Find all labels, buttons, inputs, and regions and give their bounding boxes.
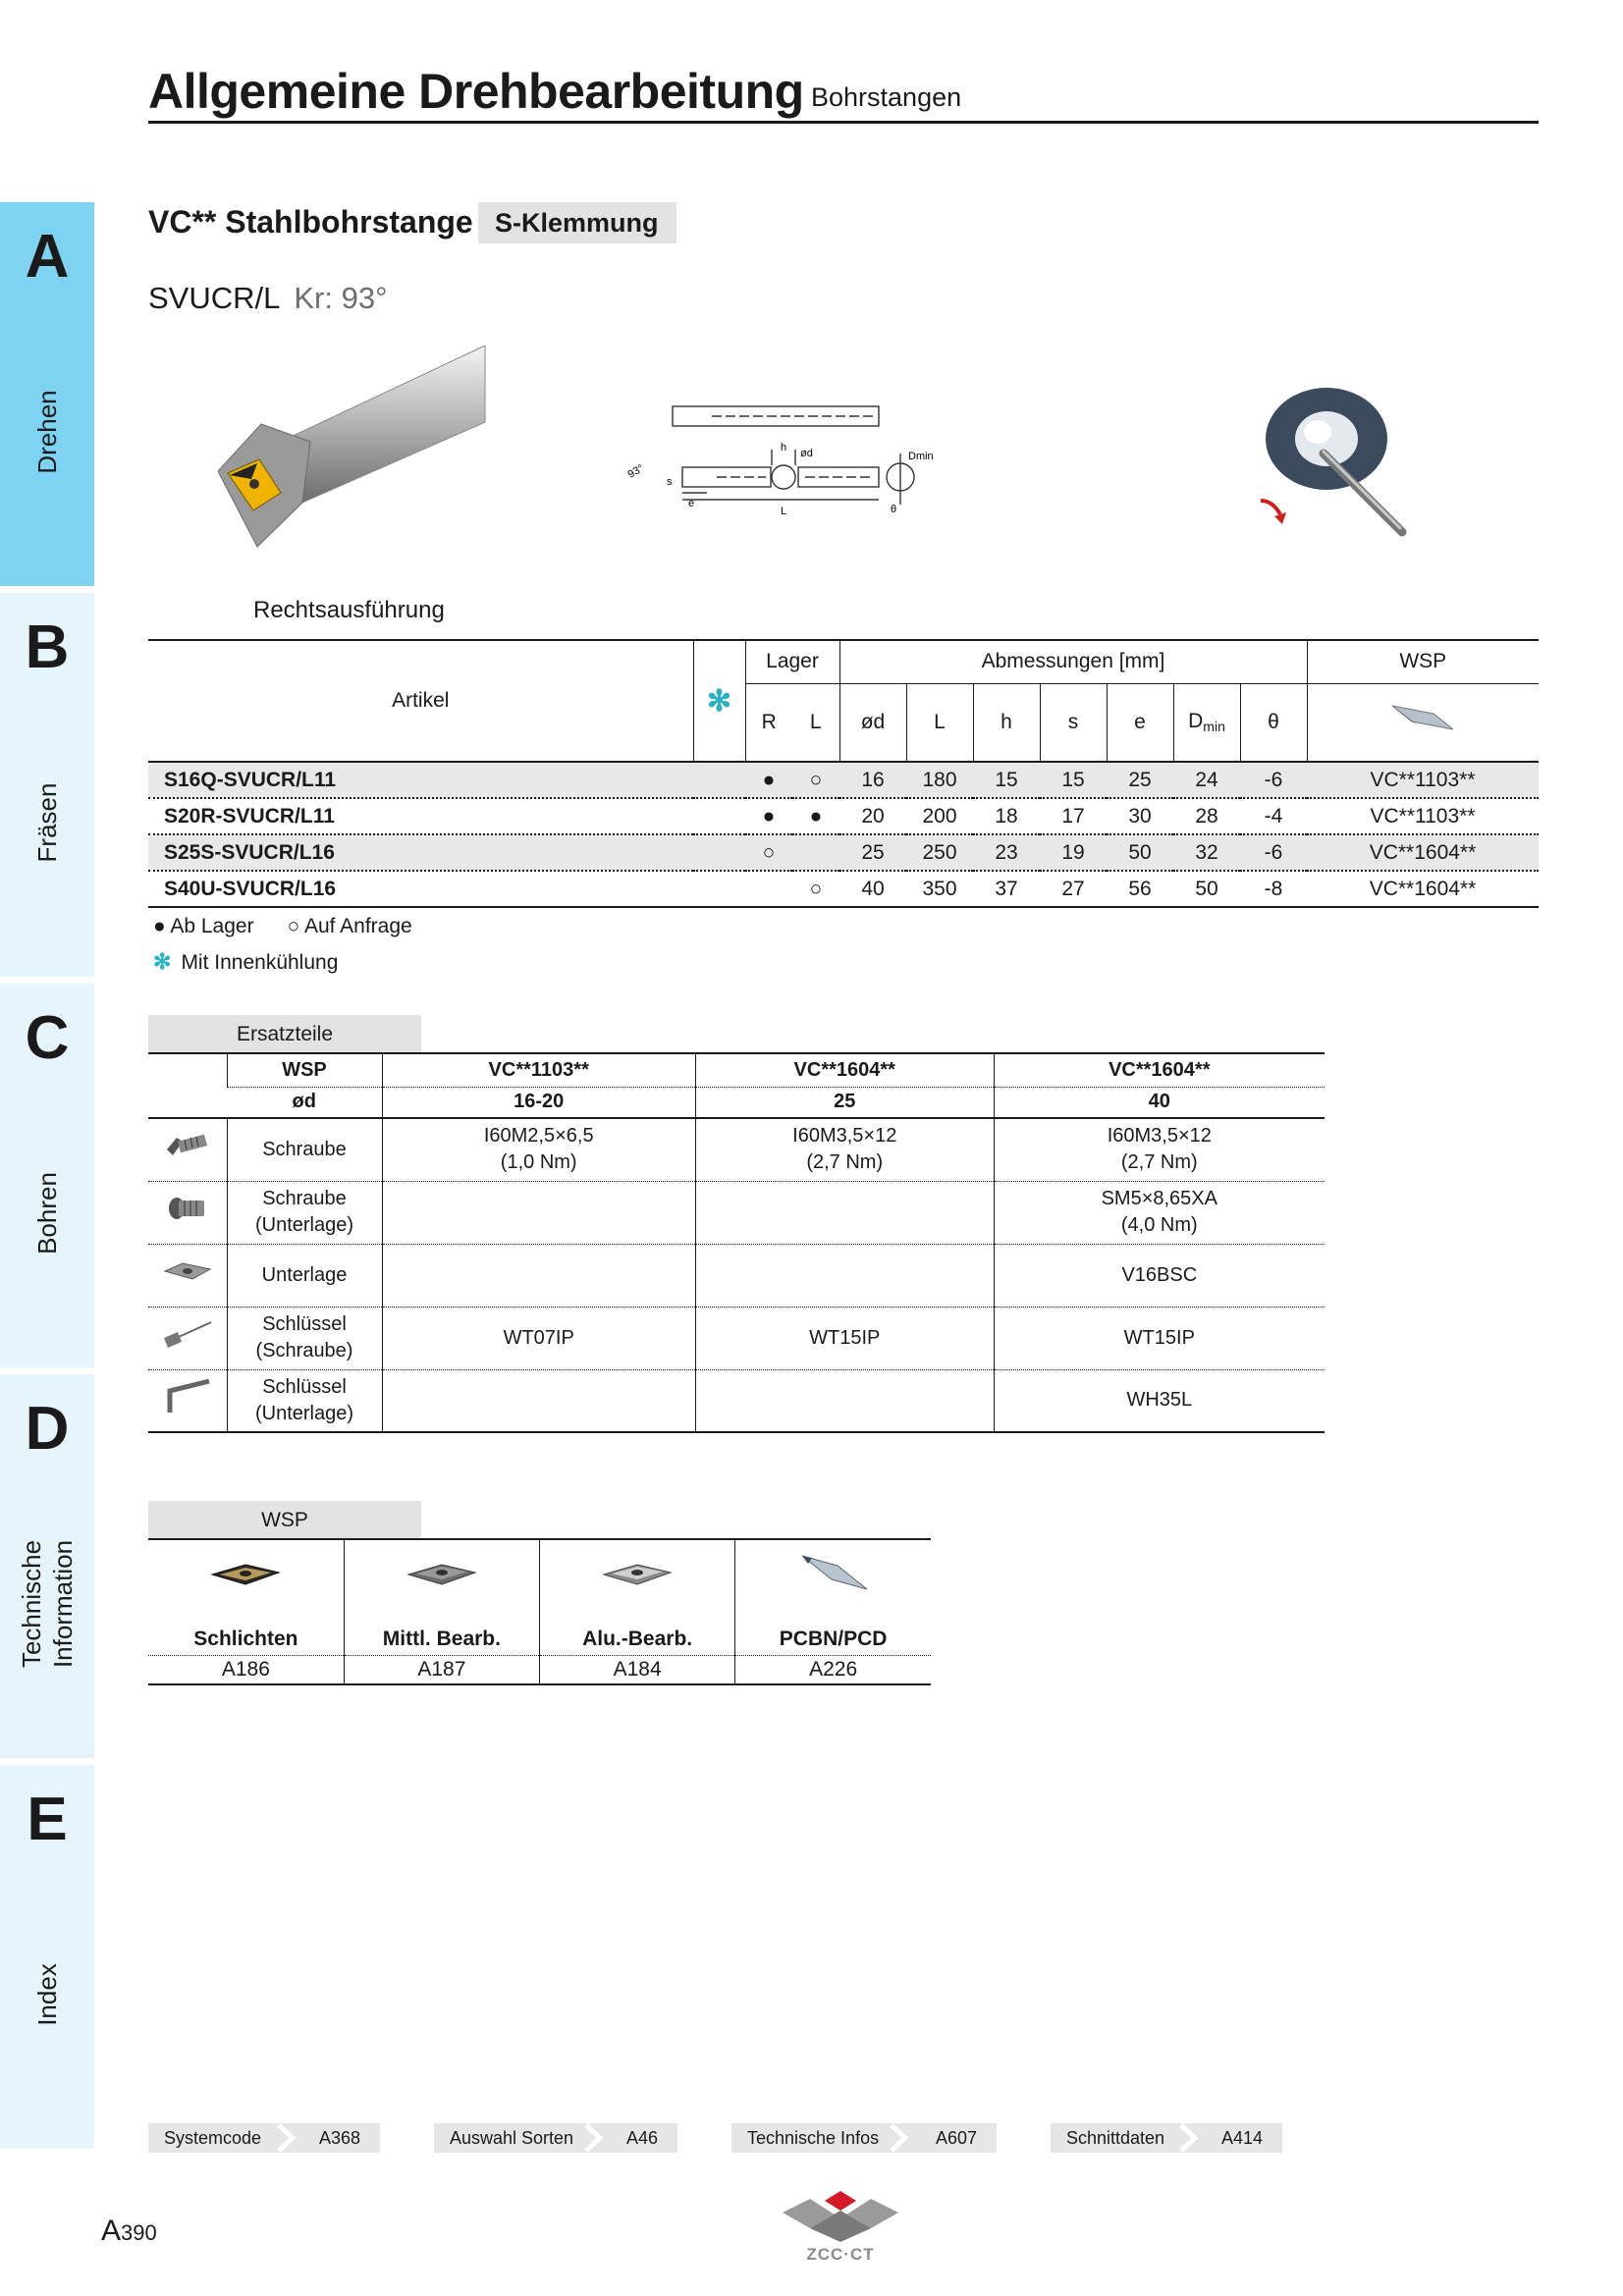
section-title: VC** Stahlbohrstange: [148, 204, 473, 240]
cell-r: [745, 871, 792, 907]
cell-od: 16: [839, 762, 906, 798]
aluminium-insert-icon: [540, 1539, 735, 1614]
insert-icon: [1388, 700, 1457, 739]
page-subtitle: Bohrstangen: [811, 82, 962, 112]
cell-article: S25S-SVUCR/L16: [148, 834, 693, 871]
drawing-label-e: e: [688, 498, 695, 509]
cell-s: 17: [1040, 798, 1107, 834]
insert-page-ref[interactable]: A186: [148, 1655, 344, 1684]
nav-label: Systemcode: [164, 2128, 262, 2148]
cell-theta: -6: [1240, 834, 1307, 871]
header-coolant: [693, 640, 745, 762]
cell-e: 56: [1107, 871, 1173, 907]
cell-h: 18: [973, 798, 1040, 834]
cell-s: 27: [1040, 871, 1107, 907]
nav-label: Technische Infos: [747, 2128, 880, 2148]
logo-text: ZCC·CT: [806, 2245, 875, 2264]
part-value: SM5×8,65XA (4,0 Nm): [994, 1181, 1325, 1244]
parts-header-od: ød: [227, 1087, 382, 1118]
page-number: [101, 2215, 157, 2248]
screw-icon: [148, 1118, 227, 1181]
cell-article: S20R-SVUCR/L11: [148, 798, 693, 834]
cell-h: 37: [973, 871, 1040, 907]
side-tab-letter: C: [25, 1004, 70, 1072]
cell-h: 23: [973, 834, 1040, 871]
side-tab-letter: A: [25, 223, 70, 291]
cell-wsp: VC**1103**: [1307, 762, 1539, 798]
drawing-label-angle: 93°: [625, 462, 646, 481]
cell-length: 350: [906, 871, 973, 907]
side-tab-label-line2: Information: [48, 1539, 78, 1669]
cell-s: 19: [1040, 834, 1107, 871]
cell-length: 250: [906, 834, 973, 871]
cell-coolant: [693, 798, 745, 834]
drawing-label-dmin: Dmin: [908, 451, 934, 462]
shim-screw-icon: [148, 1181, 227, 1244]
header-wsp-icon: [1307, 683, 1539, 762]
insert-page-ref[interactable]: A226: [735, 1655, 931, 1684]
insert-page-ref[interactable]: A187: [344, 1655, 539, 1684]
parts-header-wsp: WSP: [227, 1053, 382, 1087]
cell-e: 30: [1107, 798, 1173, 834]
part-value: I60M2,5×6,5 (1,0 Nm): [382, 1118, 695, 1181]
cell-length: 200: [906, 798, 973, 834]
page-num: 390: [121, 2220, 157, 2245]
cell-theta: -8: [1240, 871, 1307, 907]
cell-wsp: VC**1604**: [1307, 871, 1539, 907]
cell-r: ●: [745, 798, 792, 834]
torx-key-icon: [148, 1307, 227, 1369]
cell-dmin: 28: [1173, 798, 1240, 834]
cell-r: ●: [745, 762, 792, 798]
chevron-right-icon: [889, 2123, 908, 2153]
parts-row-torx-key: [148, 1307, 1325, 1369]
cell-od: 25: [839, 834, 906, 871]
nav-label: Auswahl Sorten: [450, 2128, 574, 2148]
header-l: L: [809, 710, 822, 733]
side-tab-index[interactable]: [0, 1765, 94, 2149]
part-value: WT07IP: [382, 1307, 695, 1369]
nav-systemcode[interactable]: [148, 2123, 380, 2153]
parts-col-wsp: VC**1604**: [695, 1053, 994, 1087]
table-row[interactable]: [148, 762, 1539, 798]
chevron-right-icon: [276, 2123, 296, 2153]
side-tab-technische-information[interactable]: [0, 1374, 94, 1758]
table-row[interactable]: [148, 798, 1539, 834]
insert-name: PCBN/PCD: [735, 1614, 931, 1655]
cell-h: 15: [973, 762, 1040, 798]
nav-ref: A46: [625, 2128, 658, 2148]
boring-operation-image: [1253, 385, 1420, 542]
side-tab-label: Drehen: [32, 390, 62, 474]
cell-e: 25: [1107, 762, 1173, 798]
drawing-label-length: L: [781, 506, 787, 517]
part-value: [382, 1244, 695, 1307]
part-value: WT15IP: [695, 1307, 994, 1369]
cell-s: 15: [1040, 762, 1107, 798]
part-value: [695, 1369, 994, 1432]
nav-ref: A607: [935, 2128, 977, 2148]
cell-theta: -6: [1240, 762, 1307, 798]
cell-wsp: VC**1604**: [1307, 834, 1539, 871]
hex-key-icon: [148, 1369, 227, 1432]
side-tab-fraesen[interactable]: [0, 593, 94, 977]
side-tab-label-line1: Technische: [17, 1539, 46, 1669]
part-name: Schlüssel (Schraube): [227, 1307, 382, 1369]
cell-l: ●: [792, 798, 839, 834]
coolant-legend-icon: ✻: [153, 949, 172, 974]
parts-row-shim: [148, 1244, 1325, 1307]
drawing-label-od: ød: [800, 448, 813, 459]
coolant-legend: [153, 949, 338, 975]
spare-parts-table: [148, 1052, 1325, 1433]
insert-page-ref[interactable]: A184: [540, 1655, 735, 1684]
cell-dmin: 24: [1173, 762, 1240, 798]
side-tab-bohren[interactable]: [0, 984, 94, 1367]
parts-col-od: 40: [994, 1087, 1325, 1118]
header-lager: Lager: [745, 640, 839, 683]
coolant-icon: ✻: [706, 684, 732, 718]
model-line: [148, 281, 387, 316]
insert-name: Schlichten: [148, 1614, 344, 1655]
header-divider: [148, 121, 1539, 124]
insert-name: Mittl. Bearb.: [344, 1614, 539, 1655]
side-tab-letter: B: [25, 614, 70, 681]
side-tab-letter: E: [27, 1786, 68, 1853]
drawing-label-h: h: [781, 442, 787, 454]
parts-row-hex-key: [148, 1369, 1325, 1432]
variant-label: Rechtsausführung: [253, 597, 445, 623]
kr-angle: Kr: 93°: [294, 281, 388, 315]
cell-l: ○: [792, 871, 839, 907]
legend-in-stock: ● Ab Lager: [153, 915, 254, 937]
cell-coolant: [693, 834, 745, 871]
legend-on-request: ○ Auf Anfrage: [287, 915, 412, 937]
cell-theta: -4: [1240, 798, 1307, 834]
cell-od: 40: [839, 871, 906, 907]
chevron-right-icon: [583, 2123, 603, 2153]
pcbn-insert-icon: [735, 1539, 931, 1614]
finishing-insert-icon: [148, 1539, 344, 1614]
insert-name: Alu.-Bearb.: [540, 1614, 735, 1655]
side-tab-label: Fräsen: [32, 782, 62, 863]
cell-wsp: VC**1103**: [1307, 798, 1539, 834]
legend-coolant: Mit Innenkühlung: [181, 951, 339, 974]
header-e: e: [1107, 683, 1173, 762]
side-tab-drehen[interactable]: [0, 202, 94, 586]
cell-article: S16Q-SVUCR/L11: [148, 762, 693, 798]
side-tab-label: [16, 1540, 79, 1668]
parts-col-wsp: VC**1604**: [994, 1053, 1325, 1087]
header-s: s: [1040, 683, 1107, 762]
side-tab-letter: D: [25, 1395, 70, 1463]
part-value: WT15IP: [994, 1307, 1325, 1369]
header-length: L: [906, 683, 973, 762]
medium-insert-icon: [344, 1539, 539, 1614]
header-od: ød: [839, 683, 906, 762]
drawing-label-s: s: [667, 476, 673, 488]
part-name: Schraube (Unterlage): [227, 1181, 382, 1244]
nav-schnittdaten[interactable]: [1051, 2123, 1282, 2153]
part-value: V16BSC: [994, 1244, 1325, 1307]
cell-e: 50: [1107, 834, 1173, 871]
page-title: Allgemeine Drehbearbeitung: [148, 64, 804, 119]
part-value: [695, 1181, 994, 1244]
cell-dmin: 32: [1173, 834, 1240, 871]
shim-icon: [148, 1244, 227, 1307]
nav-label: Schnittdaten: [1066, 2128, 1165, 2148]
nav-ref: A414: [1220, 2128, 1263, 2148]
part-value: I60M3,5×12 (2,7 Nm): [695, 1118, 994, 1181]
part-value: I60M3,5×12 (2,7 Nm): [994, 1118, 1325, 1181]
header-dmin: $D_{min}$: [1173, 683, 1240, 762]
parts-row-shim-screw: [148, 1181, 1325, 1244]
table-row[interactable]: [148, 834, 1539, 871]
part-value: WH35L: [994, 1369, 1325, 1432]
drawing-label-theta: θ: [891, 504, 897, 515]
dimension-drawing: [623, 397, 1065, 534]
header-theta: θ: [1240, 683, 1307, 762]
cell-od: 20: [839, 798, 906, 834]
clamping-badge: S-Klemmung: [478, 202, 676, 243]
side-tab-label: Bohren: [32, 1172, 62, 1255]
nav-technische-infos[interactable]: [731, 2123, 997, 2153]
table-row[interactable]: [148, 871, 1539, 907]
header-wsp: WSP: [1307, 640, 1539, 683]
nav-ref: A368: [318, 2128, 360, 2148]
header-h: h: [973, 683, 1040, 762]
cell-coolant: [693, 762, 745, 798]
nav-auswahl-sorten[interactable]: [434, 2123, 677, 2153]
part-name: Schlüssel (Unterlage): [227, 1369, 382, 1432]
part-value: [695, 1244, 994, 1307]
header-article: Artikel: [148, 640, 693, 762]
part-value: [382, 1369, 695, 1432]
inserts-table: [148, 1538, 931, 1685]
part-value: [382, 1181, 695, 1244]
cell-r: ○: [745, 834, 792, 871]
inserts-title: WSP: [148, 1501, 421, 1538]
parts-col-od: 25: [695, 1087, 994, 1118]
cell-length: 180: [906, 762, 973, 798]
header-r: R: [745, 683, 792, 762]
parts-col-wsp: VC**1103**: [382, 1053, 695, 1087]
page-prefix: A: [101, 2215, 122, 2247]
availability-legend: [153, 915, 412, 938]
cell-dmin: 50: [1173, 871, 1240, 907]
spare-parts-title: Ersatzteile: [148, 1015, 421, 1052]
cell-l: ○: [792, 762, 839, 798]
model-code: SVUCR/L: [148, 281, 281, 315]
cell-l: [792, 834, 839, 871]
product-table: [148, 639, 1539, 908]
chevron-right-icon: [1178, 2123, 1198, 2153]
cell-article: S40U-SVUCR/L16: [148, 871, 693, 907]
boring-bar-image: [218, 346, 487, 552]
side-tab-label: Index: [32, 1963, 62, 2026]
part-name: Schraube: [227, 1118, 382, 1181]
header-dimensions: Abmessungen [mm]: [839, 640, 1307, 683]
cell-coolant: [693, 871, 745, 907]
parts-row-screw: [148, 1118, 1325, 1181]
part-name: Unterlage: [227, 1244, 382, 1307]
zcc-ct-logo: [781, 2185, 900, 2264]
parts-col-od: 16-20: [382, 1087, 695, 1118]
